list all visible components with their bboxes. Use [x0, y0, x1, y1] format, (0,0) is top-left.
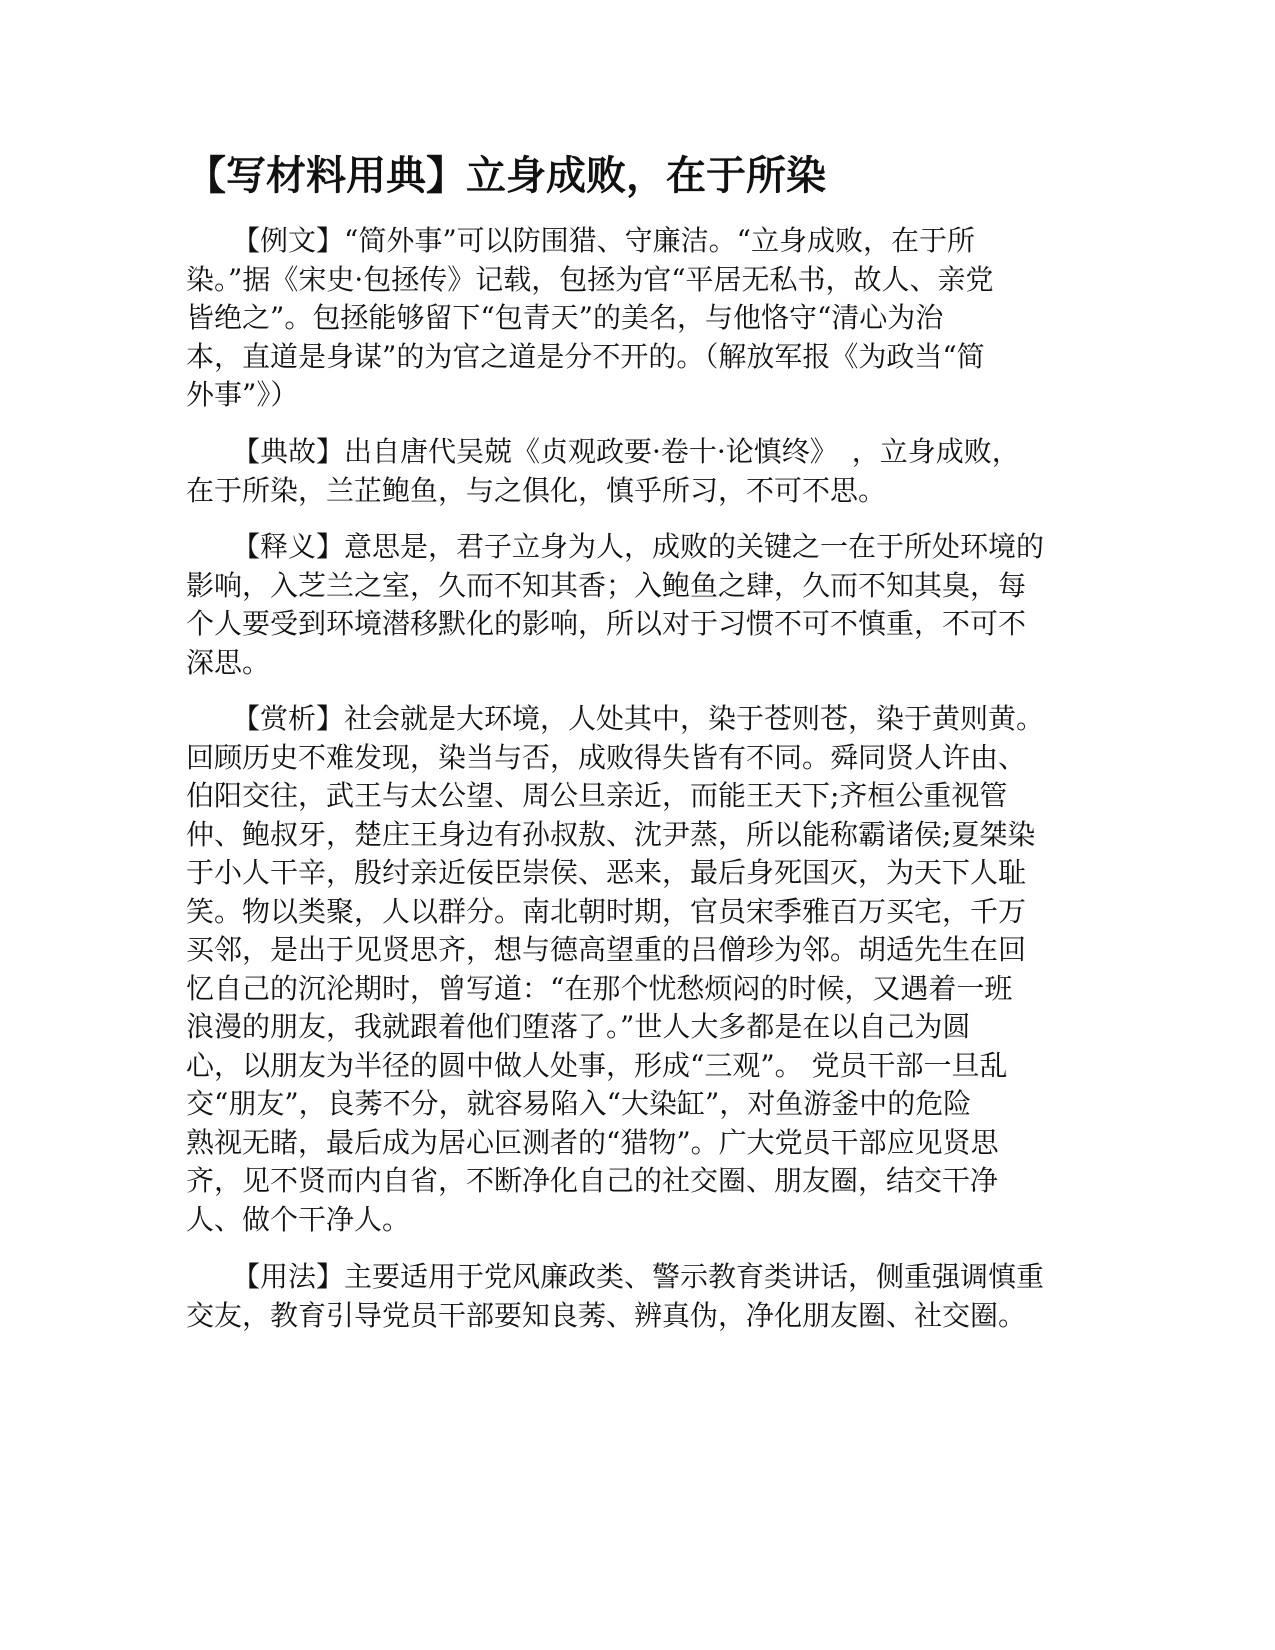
paragraph-analysis: [186, 700, 1086, 1239]
paragraph-line: 【典故】出自唐代吴兢《贞观政要·卷十·论慎终》 ，立身成败，: [232, 435, 1020, 468]
paragraph-line: 外事”》）: [186, 378, 299, 411]
paragraph-line: 在于所染，兰芷鲍鱼，与之俱化，慎乎所习，不可不思。: [186, 473, 887, 507]
paragraph-allusion: [186, 433, 1086, 510]
paragraph-line: 本，直道是身谋”的为官之道是分不开的。（解放军报《为政当“简: [186, 339, 985, 373]
paragraph-line: 交友，教育引导党员干部要知良莠、辨真伪，净化朋友圈、社交圈。: [186, 1298, 1027, 1332]
paragraph-line: 买邻，是出于见贤思齐，想与德高望重的吕僧珍为邻。胡适先生在回: [186, 933, 1027, 966]
paragraph-line: 熟视无睹，最后成为居心叵测者的“猎物”。广大党员干部应见贤思: [186, 1125, 999, 1159]
paragraph-line: 齐，见不贤而内自省，不断净化自己的社交圈、朋友圈，结交干净: [186, 1164, 999, 1197]
paragraph-line: 个人要受到环境潜移默化的影响，所以对于习惯不可不慎重，不可不: [186, 607, 1027, 640]
paragraph-line: 浪漫的朋友，我就跟着他们堕落了。”世人大多都是在以自己为圆: [186, 1010, 971, 1043]
paragraph-line: 深思。: [186, 645, 271, 679]
paragraph-line: 人、做个干净人。: [186, 1202, 411, 1236]
paragraph-line: 交“朋友”，良莠不分，就容易陷入“大染缸”，对鱼游釜中的危险: [186, 1087, 972, 1120]
paragraph-line: 皆绝之”。包拯能够留下“包青天”的美名，与他恪守“清心为治: [186, 301, 944, 334]
paragraph-line: 忆自己的沉沦期时，曾写道：“在那个忧愁烦闷的时候，又遇着一班: [186, 971, 1013, 1005]
paragraph-line: 笑。物以类聚，人以群分。南北朝时期，官员宋季雅百万买宅，千万: [186, 894, 1027, 928]
paragraph-line: 于小人干辛，殷纣亲近佞臣崇侯、恶来，最后身死国灭，为天下人耻: [186, 856, 1027, 889]
paragraph-meaning: [186, 528, 1086, 682]
paragraph-line: 影响，入芝兰之室，久而不知其香；入鲍鱼之肆，久而不知其臭，每: [186, 568, 1027, 602]
document-page: [186, 0, 1086, 1650]
document-title: 【写材料用典】立身成败，在于所染: [186, 153, 826, 199]
paragraph-line: 心，以朋友为半径的圆中做人处事，形成“三观”。 党员干部一旦乱: [186, 1048, 1008, 1082]
paragraph-line: 回顾历史不难发现，染当与否，成败得失皆有不同。舜同贤人许由、: [186, 740, 1027, 774]
paragraph-line: 仲、鲍叔牙，楚庄王身边有孙叔敖、沈尹蒸，所以能称霸诸侯;夏桀染: [186, 817, 1036, 851]
paragraph-line: 染。”据《宋史·包拯传》记载，包拯为官“平居无私书，故人、亲党: [186, 262, 994, 296]
paragraph-usage: [186, 1258, 1086, 1335]
paragraph-line: 【赏析】社会就是大环境，人处其中，染于苍则苍，染于黄则黄。: [232, 702, 1045, 735]
paragraph-example: [186, 222, 1086, 415]
paragraph-line: 伯阳交往，武王与太公望、周公旦亲近，而能王天下;齐桓公重视管: [186, 779, 1008, 812]
paragraph-line: 【释义】意思是，君子立身为人，成败的关键之一在于所处环境的: [232, 530, 1045, 563]
paragraph-line: 【用法】主要适用于党风廉政类、警示教育类讲话，侧重强调慎重: [232, 1260, 1045, 1293]
paragraph-line: 【例文】“简外事”可以防围猎、守廉洁。“立身成败，在于所: [232, 224, 975, 257]
